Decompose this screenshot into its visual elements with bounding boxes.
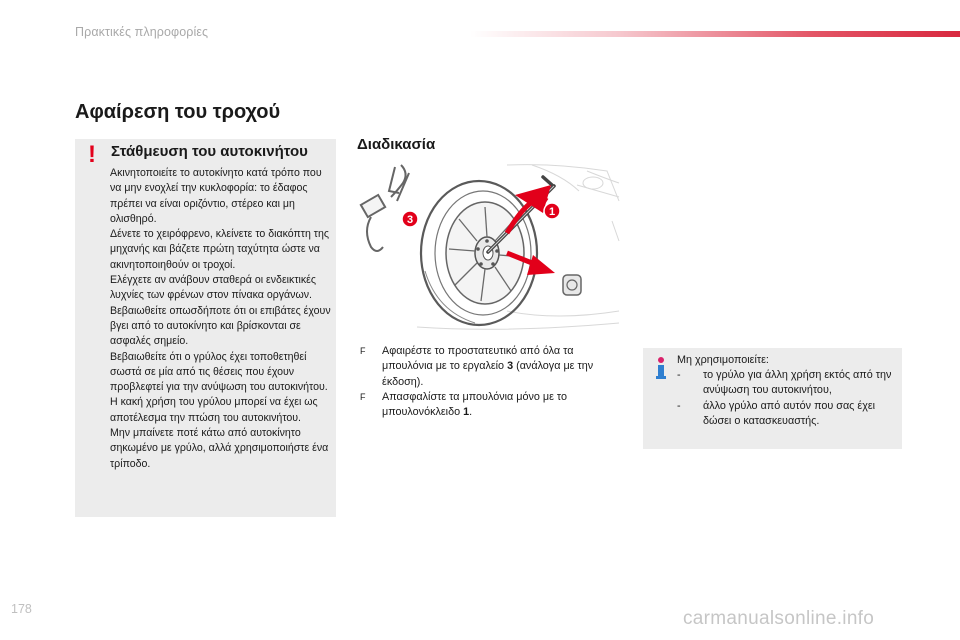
info-intro: Μη χρησιμοποιείτε: (677, 354, 769, 366)
spare-wheel-icon (421, 181, 537, 325)
info-list-item: - το γρύλο για άλλη χρήση εκτός από την ανύψωση του αυτοκινήτου, (677, 369, 892, 397)
page-title: Αφαίρεση του τροχού (75, 101, 281, 123)
warning-paragraph: Ακινητοποιείτε το αυτοκίνητο κατά τρόπο που να μην ενοχλεί την κυκλοφορία: το έδαφος πρέπει να είναι οριζόντιο, στέρεο και μη ολισθηρό. (110, 167, 322, 225)
callout-badge-1 (544, 203, 560, 219)
warning-paragraph: Μην μπαίνετε ποτέ κάτω από αυτοκίνητο σηκωμένο με γρύλο, αλλά χρησιμοποιήστε ένα τρίποδο. (110, 427, 329, 470)
running-header: Πρακτικές πληροφορίες (75, 25, 209, 39)
warning-paragraph: Η κακή χρήση του γρύλου μπορεί να έχει ως αποτέλεσμα την πτώση του αυτοκινήτου. (110, 396, 318, 424)
procedure-steps (357, 344, 627, 420)
page-number: 178 (11, 602, 32, 616)
info-icon (653, 356, 669, 380)
warning-paragraph: Βεβαιωθείτε οπωσδήποτε ότι οι επιβάτες έχουν βγει από το αυτοκίνητο και βρίσκονται σε ασφαλές σημείο. (110, 304, 331, 348)
step-bullet-icon: F (360, 391, 366, 402)
svg-text:1: 1 (548, 206, 556, 218)
warning-paragraph: Βεβαιωθείτε ότι ο γρύλος έχει τοποθετηθεί σωστά σε μία από τις θέσεις που έχουν προβλεφτεί για την ανύψωση του αυτοκινήτου. (110, 350, 328, 394)
info-list (677, 368, 899, 429)
hook-tool-icon (361, 165, 409, 251)
warning-body (110, 166, 332, 472)
step-bullet-icon: F (360, 346, 366, 356)
info-list-item: - άλλο γρύλο από αυτόν που σας έχει δώσει ο κατασκευαστής. (677, 399, 876, 427)
warning-box (75, 139, 336, 517)
exclamation-icon: ! (88, 141, 96, 168)
watermark: carmanualsonline.info (683, 608, 875, 629)
callout-badge-3 (402, 211, 418, 227)
warning-paragraph: Ελέγχετε αν ανάβουν σταθερά οι ενδεικτικές λυχνίες των φρένων στον πίνακα οργάνων. (110, 274, 316, 302)
bolt-cover-icon (563, 275, 581, 295)
warning-title: Στάθμευση του αυτοκινήτου (111, 143, 308, 160)
procedure-step: F Απασφαλίστε τα μπουλόνια μόνο με το μπουλονόκλειδο 1. (360, 390, 568, 419)
header-accent-bar (470, 31, 960, 37)
procedure-step: F Αφαιρέστε το προστατευτικό από όλα τα μπουλόνια με το εργαλείο 3 (ανάλογα με την έκδοση). (360, 345, 594, 388)
svg-text:3: 3 (406, 214, 414, 226)
procedure-title: Διαδικασία (357, 136, 436, 153)
info-box (643, 348, 902, 449)
warning-paragraph: Δένετε το χειρόφρενο, κλείνετε το διακόπτη της μηχανής και βάζετε πρώτη ταχύτητα ώστε να ακινητοποιηθούν οι τροχοί. (110, 228, 329, 271)
wheel-removal-illustration (357, 161, 620, 333)
